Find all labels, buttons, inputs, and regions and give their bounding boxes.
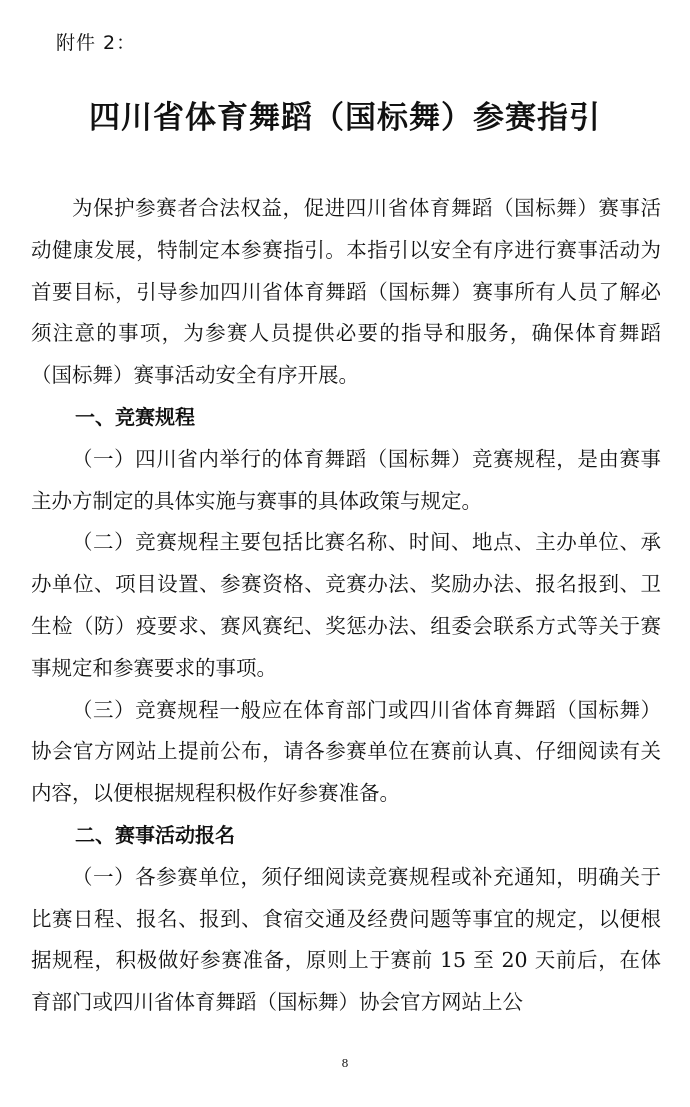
rules-paragraph-1: （一）四川省内举行的体育舞蹈（国标舞）竞赛规程，是由赛事主办方制定的具体实施与赛事的具体政策与规定。	[31, 446, 661, 513]
section-heading-competition-rules: 一、竞赛规程	[75, 404, 195, 429]
page-number: 8	[341, 1057, 349, 1070]
attachment-label: 附件 2：	[56, 32, 137, 54]
document-body	[31, 188, 661, 1024]
intro-paragraph: 为保护参赛者合法权益，促进四川省体育舞蹈（国标舞）赛事活动健康发展，特制定本参赛指引。本指引以安全有序进行赛事活动为首要目标，引导参加四川省体育舞蹈（国标舞）赛事所有人员了解必须注意的事项，为参赛人员提供必要的指导和服务，确保体育舞蹈（国标舞）赛事活动安全有序开展。	[31, 196, 661, 388]
document-title: 四川省体育舞蹈（国标舞）参赛指引	[89, 100, 601, 136]
section-heading-registration: 二、赛事活动报名	[75, 822, 235, 847]
rules-paragraph-2: （二）竞赛规程主要包括比赛名称、时间、地点、主办单位、承办单位、项目设置、参赛资格、竞赛办法、奖励办法、报名报到、卫生检（防）疫要求、赛风赛纪、奖惩办法、组委会联系方式等关于赛事规定和参赛要求的事项。	[31, 530, 661, 680]
rules-paragraph-3: （三）竞赛规程一般应在体育部门或四川省体育舞蹈（国标舞）协会官方网站上提前公布，请各参赛单位在赛前认真、仔细阅读有关内容，以便根据规程积极作好参赛准备。	[31, 697, 661, 806]
registration-paragraph-1: （一）各参赛单位，须仔细阅读竞赛规程或补充通知，明确关于比赛日程、报名、报到、食宿交通及经费问题等事宜的规定，以便根据规程，积极做好参赛准备，原则上于赛前 15 至 20 天前后，在体育部门或四川省体育舞蹈（国标舞）协会官方网站上公	[31, 864, 661, 1015]
